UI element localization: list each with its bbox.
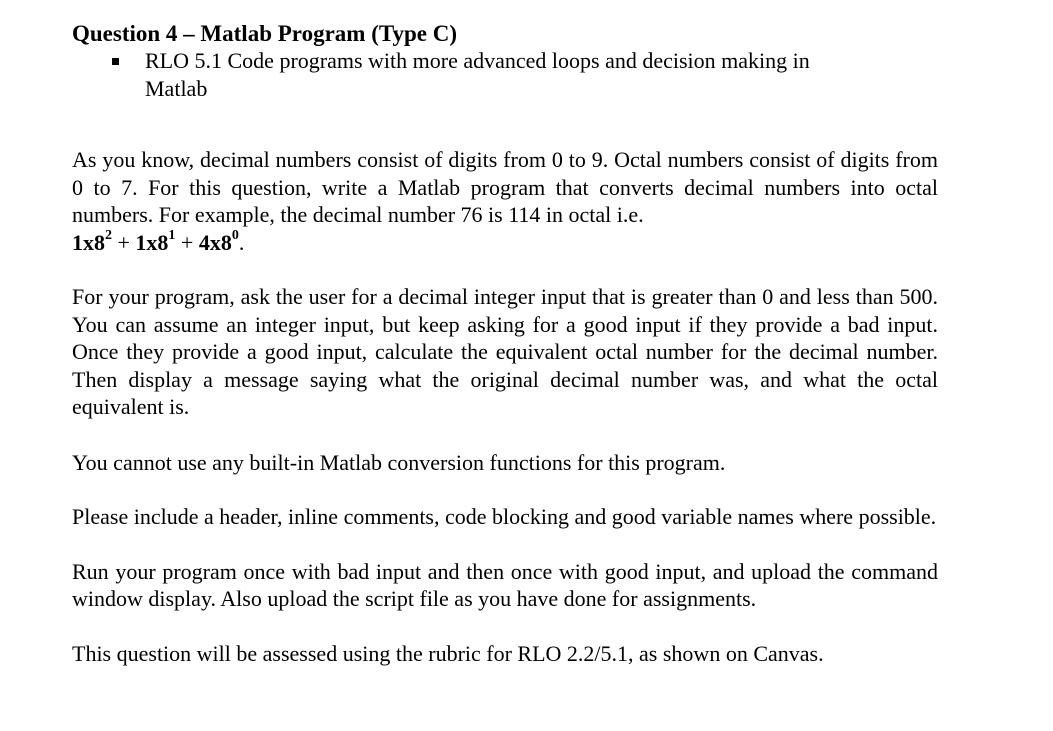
requirements-paragraph: For your program, ask the user for a decimal integer input that is greater than 0 and less than 500. You can assume an integer input, but keep asking for a good input if they provide a bad input. Once they provide a good input, calculate the equivalent octal number for the decimal number. Then display a message saying what the original decimal number was, and what the octal equivalent is.	[72, 284, 938, 419]
assessment-paragraph: This question will be assessed using the rubric for RLO 2.2/5.1, as shown on Canvas.	[72, 640, 824, 666]
submission-paragraph: Run your program once with bad input and then once with good input, and upload the command window display. Also upload the script file as you have done for assignments.	[72, 558, 938, 611]
style-paragraph: Please include a header, inline comments, code blocking and good variable names where possible.	[72, 504, 937, 529]
formula-plus-1: +	[112, 229, 136, 255]
formula-term-2: $1x8^1$	[135, 228, 176, 255]
formula-term-1: $1x8^2$	[72, 228, 112, 255]
formula-plus-2: +	[175, 229, 199, 255]
restriction-paragraph: You cannot use any built-in Matlab conversion functions for this program.	[72, 449, 726, 475]
document-body	[72, 20, 938, 667]
square-bullet-icon	[112, 58, 119, 65]
formula-period: .	[238, 229, 245, 255]
formula-term-3: $4x8^0$	[198, 228, 239, 255]
learning-outcome-item	[72, 47, 865, 103]
octal-expansion-formula	[72, 229, 938, 257]
intro-paragraph: As you know, decimal numbers consist of digits from 0 to 9. Octal numbers consist of digits from 0 to 7. For this question, write a Matlab program that converts decimal numbers into octal numbers. For example, the decimal number 76 is 114 in octal i.e.	[72, 147, 938, 227]
question-heading: Question 4 – Matlab Program (Type C)	[72, 21, 458, 46]
learning-outcome-text: RLO 5.1 Code programs with more advanced loops and decision making in Matlab	[145, 48, 810, 101]
